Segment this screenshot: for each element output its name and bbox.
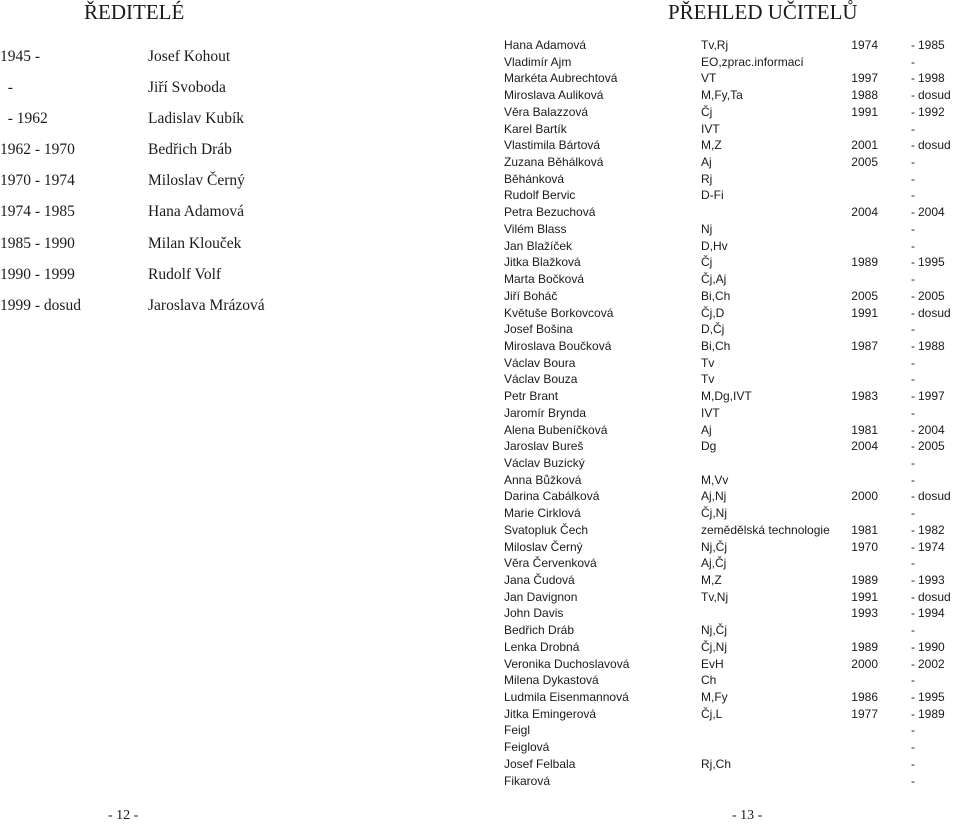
teacher-year-dash: -: [911, 573, 915, 587]
teacher-year-dash: -: [911, 255, 915, 270]
teacher-year-dash: -: [911, 706, 915, 721]
teacher-name: Alena Bubeníčková: [504, 422, 608, 437]
teacher-year-dash: -: [911, 455, 915, 470]
teacher-subjects: IVT: [701, 405, 720, 420]
teacher-year-from: 1974: [851, 38, 878, 52]
teacher-subjects: Čj: [701, 255, 713, 270]
teacher-year-to: dosud: [918, 88, 951, 103]
teacher-subjects: Rj: [701, 171, 713, 186]
teacher-name: Jaromír Brynda: [504, 405, 587, 420]
teacher-subjects: Aj: [701, 422, 712, 437]
director-years: 1974 - 1985: [0, 203, 75, 221]
teacher-name: Jana Čudová: [504, 573, 575, 587]
teacher-subjects: Bi,Ch: [701, 338, 731, 353]
teacher-year-dash: -: [911, 389, 915, 404]
teacher-year-dash: -: [911, 155, 915, 170]
teacher-row: [504, 321, 960, 338]
teacher-row: [504, 104, 960, 121]
director-name: Jiří Svoboda: [148, 79, 226, 97]
teacher-year-dash: -: [911, 472, 915, 487]
teacher-year-dash: -: [911, 623, 915, 638]
teacher-row: [504, 121, 960, 138]
teacher-name: Karel Bartík: [504, 121, 567, 136]
teacher-name: Markéta Aubrechtová: [504, 71, 618, 86]
teacher-year-from: 1981: [851, 522, 878, 537]
director-name: Hana Adamová: [148, 203, 244, 221]
teacher-name: Jitka Emingerová: [504, 706, 597, 721]
teacher-year-from: 2000: [851, 656, 878, 671]
teacher-row: [504, 154, 960, 171]
teacher-subjects: D,Hv: [701, 238, 728, 253]
teacher-subjects: Tv: [701, 355, 715, 370]
teacher-subjects: Čj,Nj: [701, 506, 727, 521]
teacher-name: Jan Davignon: [504, 589, 578, 604]
teacher-year-dash: -: [911, 171, 915, 186]
teacher-name: Marta Bočková: [504, 272, 585, 287]
teacher-name: Vilém Blass: [504, 221, 567, 236]
teacher-row: [504, 405, 960, 422]
teacher-year-to: 2005: [918, 288, 945, 303]
teacher-subjects: Rj,Ch: [701, 756, 732, 771]
teacher-year-to: dosud: [918, 589, 951, 604]
teacher-row: [504, 539, 960, 556]
teacher-row: [504, 422, 960, 439]
teacher-year-from: 1970: [851, 539, 878, 554]
teacher-year-from: 1991: [851, 104, 878, 119]
teacher-name: Hana Adamová: [504, 38, 587, 52]
teacher-year-from: 1997: [851, 71, 878, 86]
teacher-year-dash: -: [911, 372, 915, 387]
teacher-row: [504, 739, 960, 756]
teacher-row: [504, 522, 960, 539]
teacher-subjects: Dg: [701, 439, 717, 454]
director-row: [0, 199, 280, 230]
teacher-year-to: 2004: [918, 422, 945, 437]
teacher-subjects: Tv: [701, 372, 715, 387]
teacher-year-to: 1995: [918, 690, 945, 705]
teacher-name: Rudolf Bervic: [504, 188, 576, 203]
director-row: [0, 106, 280, 137]
teacher-year-from: 2004: [851, 439, 878, 454]
teacher-name: Marie Cirklová: [504, 506, 581, 521]
teacher-name: Vladimír Ajm: [504, 54, 572, 69]
teacher-year-to: 1974: [918, 539, 945, 554]
teacher-subjects: M,Fy,Ta: [701, 88, 743, 103]
teacher-year-dash: -: [911, 272, 915, 287]
teacher-year-dash: -: [911, 138, 915, 153]
teacher-year-to: 2004: [918, 205, 945, 220]
director-name: Bedřich Dráb: [148, 141, 232, 159]
director-years: 1962 - 1970: [0, 141, 75, 159]
teacher-row: [504, 271, 960, 288]
teacher-year-dash: -: [911, 121, 915, 136]
teacher-row: [504, 204, 960, 221]
teacher-subjects: IVT: [701, 121, 720, 136]
teacher-row: [504, 488, 960, 505]
teacher-subjects: Aj,Nj: [701, 489, 727, 504]
teacher-year-from: 1986: [851, 690, 878, 705]
teacher-year-dash: -: [911, 756, 915, 771]
teacher-row: [504, 305, 960, 322]
teacher-year-from: 2005: [851, 288, 878, 303]
teacher-subjects: Čj,L: [701, 706, 723, 721]
teacher-name: Vlastimila Bártová: [504, 138, 601, 153]
director-years: 1945 -: [0, 48, 41, 65]
teacher-row: [504, 221, 960, 238]
director-name: Josef Kohout: [148, 48, 231, 65]
teacher-year-dash: -: [911, 104, 915, 119]
teacher-row: [504, 371, 960, 388]
teacher-year-from: 1989: [851, 573, 878, 587]
teacher-subjects: EvH: [701, 656, 724, 671]
teacher-name: Petra Bezuchová: [504, 205, 596, 220]
director-name: Miloslav Černý: [148, 172, 245, 190]
teacher-year-to: 1988: [918, 338, 945, 353]
teacher-row: [504, 639, 960, 656]
teacher-year-dash: -: [911, 221, 915, 236]
teacher-name: Jan Blažíček: [504, 238, 573, 253]
teacher-name: John Davis: [504, 606, 564, 621]
teacher-year-from: 1993: [851, 606, 878, 621]
teacher-subjects: Čj,Aj: [701, 272, 727, 287]
teacher-year-to: 1992: [918, 104, 945, 119]
director-row: [0, 75, 280, 106]
director-years: 1985 - 1990: [0, 234, 75, 252]
teacher-row: [504, 288, 960, 305]
director-row: [0, 44, 280, 75]
teacher-year-dash: -: [911, 439, 915, 454]
teacher-subjects: M,Z: [701, 138, 722, 153]
teacher-row: [504, 572, 960, 589]
teacher-year-dash: -: [911, 506, 915, 521]
teacher-year-dash: -: [911, 54, 915, 69]
teacher-name: Feiglová: [504, 740, 550, 755]
teacher-row: [504, 605, 960, 622]
teacher-subjects: M,Fy: [701, 690, 728, 705]
teacher-year-dash: -: [911, 71, 915, 86]
teacher-row: [504, 37, 960, 54]
teacher-year-to: 1990: [918, 639, 945, 654]
teacher-name: Milena Dykastová: [504, 673, 599, 688]
teacher-name: Jaroslav Bureš: [504, 439, 584, 454]
teacher-year-dash: -: [911, 305, 915, 320]
teacher-year-to: 1985: [918, 38, 945, 52]
teacher-year-from: 2001: [851, 138, 878, 153]
page-number-left: - 12 -: [108, 808, 139, 823]
teacher-year-from: 1989: [851, 639, 878, 654]
teacher-subjects: Ch: [701, 673, 717, 688]
teacher-year-to: 1989: [918, 706, 945, 721]
teacher-subjects: Tv,Nj: [701, 589, 729, 604]
teacher-year-from: 1991: [851, 589, 878, 604]
teacher-subjects: Nj,Čj: [701, 623, 727, 638]
teacher-subjects: Aj,Čj: [701, 556, 727, 571]
teacher-year-dash: -: [911, 606, 915, 621]
teacher-year-to: 1997: [918, 389, 945, 404]
teacher-subjects: VT: [701, 71, 717, 86]
teacher-row: [504, 622, 960, 639]
teacher-year-from: 1989: [851, 255, 878, 270]
teacher-year-from: 1988: [851, 88, 878, 103]
teacher-name: Václav Boura: [504, 355, 576, 370]
teacher-year-dash: -: [911, 422, 915, 437]
teacher-name: Miroslava Auliková: [504, 88, 604, 103]
teacher-year-to: 2002: [918, 656, 945, 671]
teacher-year-dash: -: [911, 673, 915, 688]
director-years: 1990 - 1999: [0, 265, 75, 283]
teacher-year-dash: -: [911, 723, 915, 738]
director-years: - 1962: [0, 110, 48, 128]
teacher-row: [504, 87, 960, 104]
teacher-row: [504, 555, 960, 572]
teacher-name: Svatopluk Čech: [504, 522, 589, 537]
teachers-heading: PŘEHLED UČITELŮ: [668, 0, 858, 24]
teacher-name: Miloslav Černý: [504, 539, 583, 554]
director-years: -: [0, 79, 13, 97]
teacher-row: [504, 388, 960, 405]
teacher-row: [504, 672, 960, 689]
teacher-name: Lenka Drobná: [504, 639, 580, 654]
teacher-name: Jiří Boháč: [504, 288, 558, 303]
teacher-year-dash: -: [911, 88, 915, 103]
teacher-row: [504, 689, 960, 706]
teacher-year-to: 1994: [918, 606, 945, 621]
teacher-name: Feigl: [504, 723, 531, 738]
teacher-year-from: 1983: [851, 389, 878, 404]
teacher-year-dash: -: [911, 522, 915, 537]
teacher-name: Josef Bošina: [504, 322, 573, 337]
teacher-name: Václav Bouza: [504, 372, 578, 387]
teacher-year-to: 1982: [918, 522, 945, 537]
teacher-subjects: Čj: [701, 104, 713, 119]
teacher-subjects: D-Fi: [701, 188, 724, 203]
teacher-year-to: 1995: [918, 255, 945, 270]
teacher-subjects: M,Z: [701, 573, 722, 587]
teacher-name: Zuzana Běhálková: [504, 155, 604, 170]
teacher-year-dash: -: [911, 773, 915, 788]
teacher-subjects: Nj: [701, 221, 713, 236]
teacher-year-dash: -: [911, 690, 915, 705]
teacher-row: [504, 656, 960, 673]
teacher-name: Darina Cabálková: [504, 489, 600, 504]
director-row: [0, 231, 280, 262]
director-name: Rudolf Volf: [148, 265, 222, 283]
teacher-name: Věra Balazzová: [504, 104, 589, 119]
teacher-name: Josef Felbala: [504, 756, 576, 771]
teacher-year-dash: -: [911, 489, 915, 504]
teacher-year-dash: -: [911, 238, 915, 253]
teacher-year-to: dosud: [918, 489, 951, 504]
teacher-year-dash: -: [911, 205, 915, 220]
director-years: 1999 - dosud: [0, 296, 81, 314]
directors-list: [0, 44, 280, 324]
teacher-year-dash: -: [911, 589, 915, 604]
teacher-row: [504, 438, 960, 455]
teacher-subjects: M,Vv: [701, 472, 729, 487]
teacher-year-dash: -: [911, 355, 915, 370]
teacher-row: [504, 137, 960, 154]
teacher-name: Jitka Blažková: [504, 255, 581, 270]
directors-heading: ŘEDITELÉ: [84, 0, 185, 24]
teacher-row: [504, 355, 960, 372]
teacher-row: [504, 589, 960, 606]
teacher-year-dash: -: [911, 639, 915, 654]
director-row: [0, 137, 280, 168]
teacher-year-from: 1981: [851, 422, 878, 437]
teacher-year-dash: -: [911, 38, 915, 52]
teacher-row: [504, 773, 960, 790]
teacher-row: [504, 706, 960, 723]
teacher-subjects: D,Čj: [701, 322, 725, 337]
teacher-year-to: dosud: [918, 138, 951, 153]
teacher-year-from: 2005: [851, 155, 878, 170]
teacher-row: [504, 70, 960, 87]
teacher-name: Věra Červenková: [504, 556, 597, 571]
teacher-subjects: Čj,Nj: [701, 639, 727, 654]
teacher-name: Anna Bůžková: [504, 472, 582, 487]
teacher-year-dash: -: [911, 338, 915, 353]
teacher-subjects: Čj,D: [701, 305, 725, 320]
teacher-year-from: 1987: [851, 338, 878, 353]
teacher-subjects: zemědělská technologie: [701, 522, 830, 537]
director-name: Jaroslava Mrázová: [148, 296, 265, 314]
teacher-row: [504, 254, 960, 271]
teacher-name: Květuše Borkovcová: [504, 305, 614, 320]
teacher-row: [504, 756, 960, 773]
teacher-year-dash: -: [911, 656, 915, 671]
teacher-year-to: 2005: [918, 439, 945, 454]
teacher-subjects: Nj,Čj: [701, 539, 727, 554]
teacher-year-dash: -: [911, 539, 915, 554]
teacher-name: Václav Buzický: [504, 455, 585, 470]
teacher-subjects: Tv,Rj: [701, 38, 729, 52]
teacher-name: Petr Brant: [504, 389, 559, 404]
teacher-subjects: M,Dg,IVT: [701, 389, 752, 404]
teacher-row: [504, 472, 960, 489]
teacher-year-from: 1977: [851, 706, 878, 721]
teacher-year-to: dosud: [918, 305, 951, 320]
teacher-year-dash: -: [911, 188, 915, 203]
teacher-name: Bedřich Dráb: [504, 623, 575, 638]
teacher-year-dash: -: [911, 322, 915, 337]
teacher-name: Miroslava Boučková: [504, 338, 612, 353]
teacher-subjects: Bi,Ch: [701, 288, 731, 303]
teacher-subjects: Aj: [701, 155, 712, 170]
teacher-row: [504, 54, 960, 71]
teacher-subjects: EO,zprac.informací: [701, 54, 804, 69]
teacher-row: [504, 338, 960, 355]
teacher-year-to: 1998: [918, 71, 945, 86]
teacher-year-dash: -: [911, 405, 915, 420]
teacher-year-dash: -: [911, 288, 915, 303]
teacher-year-to: 1993: [918, 573, 945, 587]
director-name: Ladislav Kubík: [148, 110, 244, 128]
teacher-year-from: 1991: [851, 305, 878, 320]
teacher-row: [504, 505, 960, 522]
teacher-name: Běhánková: [504, 171, 565, 186]
teacher-name: Ludmila Eisenmannová: [504, 690, 629, 705]
director-row: [0, 262, 280, 293]
teacher-year-from: 2000: [851, 489, 878, 504]
teachers-list: [504, 37, 960, 789]
teacher-row: [504, 187, 960, 204]
teacher-name: Veronika Duchoslavová: [504, 656, 630, 671]
director-years: 1970 - 1974: [0, 172, 75, 190]
teacher-year-dash: -: [911, 740, 915, 755]
teacher-row: [504, 722, 960, 739]
director-name: Milan Klouček: [148, 234, 242, 252]
teacher-row: [504, 455, 960, 472]
director-row: [0, 293, 280, 324]
teacher-name: Fikarová: [504, 773, 551, 788]
director-row: [0, 168, 280, 199]
page-number-right: - 13 -: [732, 808, 763, 823]
teacher-row: [504, 171, 960, 188]
teacher-year-from: 2004: [851, 205, 878, 220]
teacher-row: [504, 238, 960, 255]
teacher-year-dash: -: [911, 556, 915, 571]
